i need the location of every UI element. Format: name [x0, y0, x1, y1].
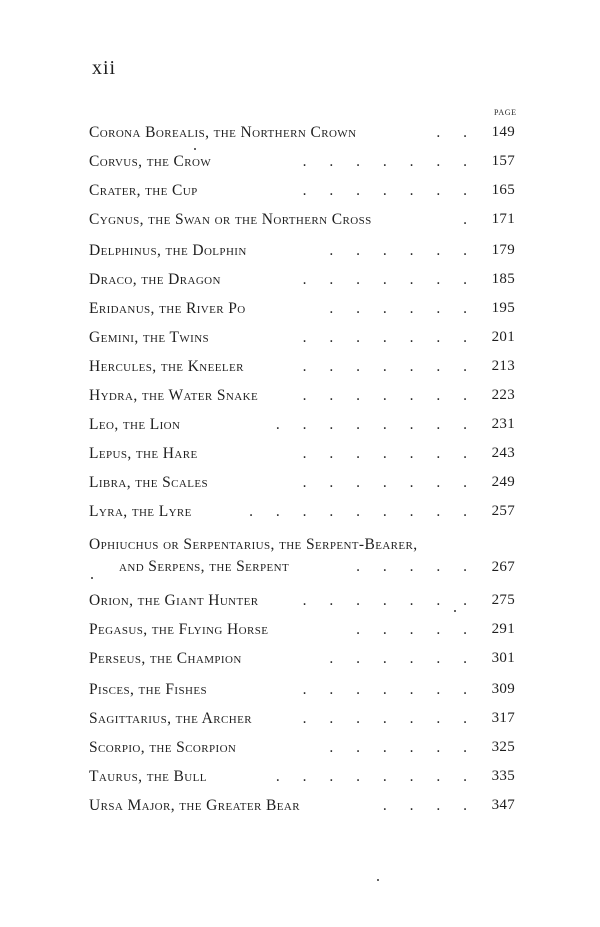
- entry-title: Lyra, the Lyre: [89, 503, 192, 520]
- toc-entry: [89, 468, 515, 497]
- dot-leader: . . . . . . .: [302, 592, 467, 609]
- toc-entry: [89, 176, 515, 205]
- entry-title: Scorpio, the Scorpion: [89, 739, 237, 756]
- page-column-header: PAGE: [494, 108, 517, 117]
- entry-page-number: 291: [491, 621, 515, 637]
- dot-leader: . .: [436, 124, 467, 141]
- dot-leader: . . . . . . .: [302, 710, 467, 727]
- entry-title: Delphinus, the Dolphin: [89, 242, 247, 259]
- entry-title: Ursa Major, the Greater Bear: [89, 797, 300, 814]
- entry-title: Hercules, the Kneeler: [89, 358, 244, 375]
- toc-entry: [89, 118, 515, 147]
- entry-title: Hydra, the Water Snake: [89, 387, 259, 404]
- toc-entry: [89, 675, 515, 704]
- dot-leader: . . . . . . .: [302, 182, 467, 199]
- toc-entry: [89, 439, 515, 468]
- dot-leader: . . . . . . .: [302, 358, 467, 375]
- toc-entry: [89, 586, 515, 615]
- entry-page-number: 249: [491, 474, 515, 490]
- print-speck: [194, 148, 196, 150]
- entry-page-number: 195: [491, 300, 515, 316]
- toc-entry: [89, 323, 515, 352]
- entry-page-number: 185: [491, 271, 515, 287]
- toc-entry: [89, 381, 515, 410]
- entry-page-number: 223: [491, 387, 515, 403]
- entry-title-continuation: and Serpens, the Serpent: [119, 558, 290, 575]
- entry-title: Gemini, the Twins: [89, 329, 210, 346]
- entry-page-number: 325: [491, 739, 515, 755]
- entry-title: Libra, the Scales: [89, 474, 209, 491]
- entry-title: Ophiuchus or Serpentarius, the Serpent-Bearer,: [89, 536, 418, 553]
- dot-leader: . . . . . . .: [302, 474, 467, 491]
- print-speck: [91, 577, 93, 579]
- toc-entry: [89, 615, 515, 644]
- entry-page-number: 165: [491, 182, 515, 198]
- entry-page-number: 243: [491, 445, 515, 461]
- entry-title: Lepus, the Hare: [89, 445, 198, 462]
- entry-title: Eridanus, the River Po: [89, 300, 246, 317]
- entry-page-number: 347: [491, 797, 515, 813]
- entry-page-number: 157: [491, 153, 515, 169]
- entry-title: Draco, the Dragon: [89, 271, 221, 288]
- entry-page-number: 231: [491, 416, 515, 432]
- toc-entry: [89, 704, 515, 733]
- entry-page-number: 317: [491, 710, 515, 726]
- dot-leader: . . . . . .: [329, 242, 467, 259]
- dot-leader: . . . . . . . . .: [249, 503, 467, 520]
- dot-leader: . . . . . . .: [302, 681, 467, 698]
- dot-leader: . . . . . . . .: [275, 416, 467, 433]
- toc-entry: [89, 497, 515, 526]
- entry-page-number: 171: [491, 211, 515, 227]
- dot-leader: . . . . . .: [329, 300, 467, 317]
- toc-entry: [89, 534, 515, 584]
- print-speck: [454, 610, 456, 612]
- toc-entry: [89, 733, 515, 762]
- entry-page-number: 275: [491, 592, 515, 608]
- toc-entry: [89, 644, 515, 673]
- entry-title: Corvus, the Crow: [89, 153, 212, 170]
- dot-leader: . . . .: [382, 797, 467, 814]
- entry-title: Sagittarius, the Archer: [89, 710, 252, 727]
- dot-leader: . . . . . . .: [302, 271, 467, 288]
- entry-title: Pegasus, the Flying Horse: [89, 621, 269, 638]
- entry-title: Perseus, the Champion: [89, 650, 242, 667]
- entry-title: Corona Borealis, the Northern Crown: [89, 124, 357, 141]
- entry-title: Orion, the Giant Hunter: [89, 592, 259, 609]
- entry-title: Crater, the Cup: [89, 182, 198, 199]
- dot-leader: . . . . .: [356, 621, 467, 638]
- toc-entry: [89, 265, 515, 294]
- entry-page-number: 309: [491, 681, 515, 697]
- dot-leader: . . . . . . .: [302, 445, 467, 462]
- dot-leader: . . . . . .: [329, 739, 467, 756]
- toc-entry: [89, 762, 515, 791]
- entry-page-number: 267: [491, 559, 515, 575]
- entry-page-number: 179: [491, 242, 515, 258]
- entry-page-number: 301: [491, 650, 515, 666]
- table-of-contents: [89, 118, 515, 820]
- toc-entry: [89, 294, 515, 323]
- entry-title: Taurus, the Bull: [89, 768, 207, 785]
- entry-page-number: 201: [491, 329, 515, 345]
- toc-entry: [89, 236, 515, 265]
- toc-entry: [89, 791, 515, 820]
- entry-title: Cygnus, the Swan or the Northern Cross: [89, 211, 372, 228]
- dot-leader: . . . . . . .: [302, 387, 467, 404]
- entry-page-number: 257: [491, 503, 515, 519]
- dot-leader: . . . . . . .: [302, 329, 467, 346]
- entry-page-number: 213: [491, 358, 515, 374]
- page-number: xii: [92, 57, 117, 79]
- dot-leader: . . . . .: [356, 558, 467, 575]
- dot-leader: . . . . . . .: [302, 153, 467, 170]
- toc-entry: [89, 410, 515, 439]
- entry-page-number: 335: [491, 768, 515, 784]
- entry-title: Pisces, the Fishes: [89, 681, 207, 698]
- entry-title: Leo, the Lion: [89, 416, 181, 433]
- print-speck: [377, 879, 379, 881]
- toc-entry: [89, 205, 515, 234]
- dot-leader: .: [463, 211, 467, 228]
- entry-page-number: 149: [491, 124, 515, 140]
- toc-entry: [89, 352, 515, 381]
- dot-leader: . . . . . . . .: [275, 768, 467, 785]
- toc-entry: [89, 147, 515, 176]
- dot-leader: . . . . . .: [329, 650, 467, 667]
